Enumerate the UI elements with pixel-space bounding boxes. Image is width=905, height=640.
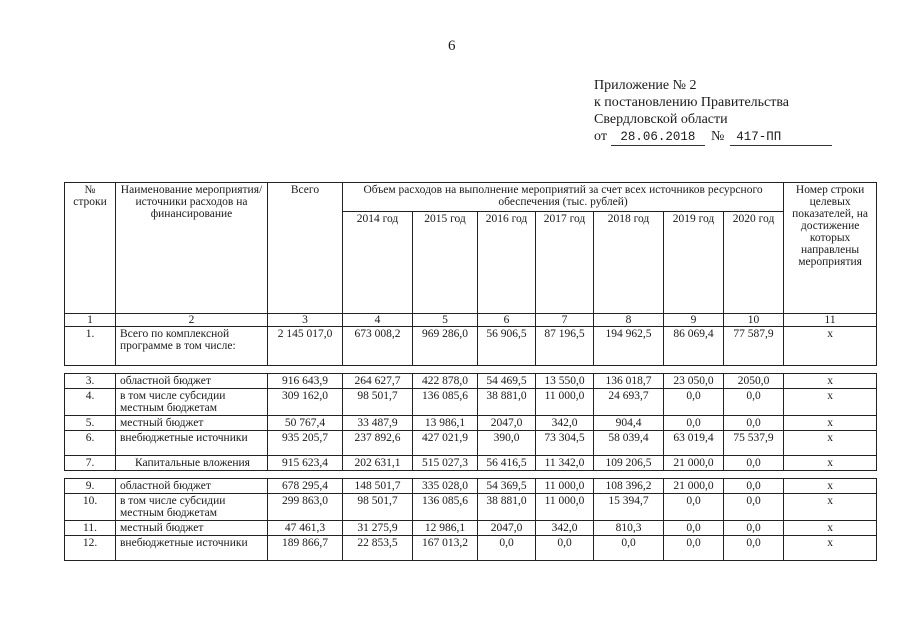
cell-2019: 0,0	[664, 536, 724, 561]
table-row	[65, 389, 877, 416]
cell-2020: 75 537,9	[724, 431, 784, 456]
table-row	[65, 521, 877, 536]
number-sign: №	[710, 129, 725, 144]
cell-target: х	[784, 494, 877, 521]
table-row	[65, 431, 877, 456]
cell-2016: 38 881,0	[478, 494, 536, 521]
cell-2018: 15 394,7	[594, 494, 664, 521]
cell-2017: 342,0	[536, 521, 594, 536]
row-name: внебюджетные источники	[116, 536, 268, 561]
cell-2016: 54 469,5	[478, 374, 536, 389]
cell-2016: 2047,0	[478, 521, 536, 536]
cell-2014: 98 501,7	[343, 494, 413, 521]
table-row	[65, 456, 877, 471]
cell-total: 189 866,7	[268, 536, 343, 561]
cell-2018: 810,3	[594, 521, 664, 536]
appendix-resolution-line: к постановлению Правительства	[594, 95, 790, 110]
header-row-no: № строки	[65, 183, 116, 314]
cell-target: х	[784, 456, 877, 471]
cell-target: х	[784, 416, 877, 431]
cell-2016: 54 369,5	[478, 479, 536, 494]
row-name: областной бюджет	[116, 479, 268, 494]
row-name: в том числе субсидии местным бюджетам	[116, 494, 268, 521]
cell-2017: 87 196,5	[536, 327, 594, 366]
row-number: 11.	[65, 521, 116, 536]
column-index: 6	[478, 314, 536, 327]
row-number: 4.	[65, 389, 116, 416]
header-year: 2017 год	[536, 212, 594, 314]
cell-2017: 0,0	[536, 536, 594, 561]
cell-2017: 11 000,0	[536, 494, 594, 521]
cell-2016: 56 906,5	[478, 327, 536, 366]
row-name: Всего по комплексной программе в том числе:	[116, 327, 268, 366]
header-year: 2019 год	[664, 212, 724, 314]
cell-2014: 33 487,9	[343, 416, 413, 431]
cell-total: 2 145 017,0	[268, 327, 343, 366]
column-index: 11	[784, 314, 877, 327]
cell-total: 678 295,4	[268, 479, 343, 494]
row-number: 7.	[65, 456, 116, 471]
cell-2019: 86 069,4	[664, 327, 724, 366]
table-gap	[65, 471, 877, 479]
cell-total: 935 205,7	[268, 431, 343, 456]
cell-2016: 38 881,0	[478, 389, 536, 416]
cell-2019: 0,0	[664, 389, 724, 416]
cell-total: 916 643,9	[268, 374, 343, 389]
appendix-region-line: Свердловской области	[594, 112, 728, 127]
cell-2020: 0,0	[724, 416, 784, 431]
row-name: внебюджетные источники	[116, 431, 268, 456]
table-row	[65, 416, 877, 431]
column-index: 10	[724, 314, 784, 327]
cell-2015: 515 027,3	[413, 456, 478, 471]
cell-total: 915 623,4	[268, 456, 343, 471]
cell-2019: 0,0	[664, 521, 724, 536]
cell-2014: 22 853,5	[343, 536, 413, 561]
cell-2018: 108 396,2	[594, 479, 664, 494]
table-row	[65, 327, 877, 366]
header-year: 2016 год	[478, 212, 536, 314]
cell-2014: 31 275,9	[343, 521, 413, 536]
expenses-table	[64, 182, 877, 561]
cell-2018: 904,4	[594, 416, 664, 431]
page-number: 6	[448, 38, 456, 54]
header-volume: Объем расходов на выполнение мероприятий за счет всех источников ресурсного обеспечения (тыс. рублей)	[343, 183, 784, 212]
row-name: в том числе субсидии местным бюджетам	[116, 389, 268, 416]
cell-2015: 12 986,1	[413, 521, 478, 536]
cell-2018: 194 962,5	[594, 327, 664, 366]
cell-2020: 0,0	[724, 479, 784, 494]
cell-2015: 167 013,2	[413, 536, 478, 561]
header-target: Номер строки целевых показателей, на достижение которых направлены мероприятия	[784, 183, 877, 314]
header-year: 2014 год	[343, 212, 413, 314]
cell-2018: 136 018,7	[594, 374, 664, 389]
table-row	[65, 536, 877, 561]
cell-2015: 13 986,1	[413, 416, 478, 431]
cell-2020: 0,0	[724, 536, 784, 561]
column-index: 5	[413, 314, 478, 327]
cell-2015: 136 085,6	[413, 389, 478, 416]
cell-2018: 58 039,4	[594, 431, 664, 456]
cell-2015: 422 878,0	[413, 374, 478, 389]
row-number: 3.	[65, 374, 116, 389]
appendix-date-line	[594, 128, 832, 146]
gap-cell	[65, 366, 877, 374]
cell-2016: 2047,0	[478, 416, 536, 431]
appendix-title: Приложение № 2	[594, 78, 697, 93]
row-name: областной бюджет	[116, 374, 268, 389]
column-index: 9	[664, 314, 724, 327]
header-year: 2018 год	[594, 212, 664, 314]
cell-2014: 148 501,7	[343, 479, 413, 494]
column-index: 8	[594, 314, 664, 327]
row-number: 1.	[65, 327, 116, 366]
cell-2017: 342,0	[536, 416, 594, 431]
cell-2020: 0,0	[724, 494, 784, 521]
cell-2018: 109 206,5	[594, 456, 664, 471]
cell-2014: 98 501,7	[343, 389, 413, 416]
cell-2014: 264 627,7	[343, 374, 413, 389]
column-index: 3	[268, 314, 343, 327]
cell-2020: 0,0	[724, 521, 784, 536]
header-row-top	[65, 183, 877, 212]
table-body	[65, 183, 877, 561]
header-year: 2015 год	[413, 212, 478, 314]
table-gap	[65, 366, 877, 374]
cell-2017: 73 304,5	[536, 431, 594, 456]
cell-2014: 202 631,1	[343, 456, 413, 471]
cell-target: х	[784, 479, 877, 494]
table-row	[65, 374, 877, 389]
cell-target: х	[784, 431, 877, 456]
table-row	[65, 494, 877, 521]
date-prefix: от	[594, 129, 607, 144]
cell-total: 50 767,4	[268, 416, 343, 431]
cell-2016: 0,0	[478, 536, 536, 561]
row-number: 12.	[65, 536, 116, 561]
table-row	[65, 479, 877, 494]
cell-2020: 77 587,9	[724, 327, 784, 366]
row-name: Капитальные вложения	[116, 456, 268, 471]
cell-2015: 427 021,9	[413, 431, 478, 456]
resolution-date: 28.06.2018	[611, 130, 705, 146]
cell-2017: 11 000,0	[536, 479, 594, 494]
cell-target: х	[784, 374, 877, 389]
header-year: 2020 год	[724, 212, 784, 314]
resolution-number: 417-ПП	[730, 130, 832, 146]
cell-2016: 56 416,5	[478, 456, 536, 471]
cell-2020: 2050,0	[724, 374, 784, 389]
cell-2017: 13 550,0	[536, 374, 594, 389]
cell-target: х	[784, 327, 877, 366]
row-name: местный бюджет	[116, 521, 268, 536]
column-index: 2	[116, 314, 268, 327]
column-index: 4	[343, 314, 413, 327]
row-number: 5.	[65, 416, 116, 431]
cell-target: х	[784, 389, 877, 416]
cell-total: 299 863,0	[268, 494, 343, 521]
cell-2020: 0,0	[724, 389, 784, 416]
row-number: 10.	[65, 494, 116, 521]
cell-2019: 23 050,0	[664, 374, 724, 389]
cell-total: 47 461,3	[268, 521, 343, 536]
column-index: 7	[536, 314, 594, 327]
cell-2019: 0,0	[664, 416, 724, 431]
cell-2019: 21 000,0	[664, 456, 724, 471]
cell-2019: 63 019,4	[664, 431, 724, 456]
header-name: Наименование мероприятия/ источники расходов на финансирование	[116, 183, 268, 314]
column-index: 1	[65, 314, 116, 327]
cell-target: х	[784, 521, 877, 536]
appendix-header	[594, 77, 832, 146]
column-index-row	[65, 314, 877, 327]
cell-2014: 673 008,2	[343, 327, 413, 366]
cell-target: х	[784, 536, 877, 561]
cell-2017: 11 342,0	[536, 456, 594, 471]
cell-2020: 0,0	[724, 456, 784, 471]
cell-2017: 11 000,0	[536, 389, 594, 416]
cell-total: 309 162,0	[268, 389, 343, 416]
cell-2018: 0,0	[594, 536, 664, 561]
row-number: 9.	[65, 479, 116, 494]
header-total: Всего	[268, 183, 343, 314]
cell-2016: 390,0	[478, 431, 536, 456]
cell-2019: 0,0	[664, 494, 724, 521]
cell-2015: 335 028,0	[413, 479, 478, 494]
row-number: 6.	[65, 431, 116, 456]
cell-2018: 24 693,7	[594, 389, 664, 416]
cell-2015: 136 085,6	[413, 494, 478, 521]
cell-2015: 969 286,0	[413, 327, 478, 366]
cell-2019: 21 000,0	[664, 479, 724, 494]
cell-2014: 237 892,6	[343, 431, 413, 456]
row-name: местный бюджет	[116, 416, 268, 431]
gap-cell	[65, 471, 877, 479]
